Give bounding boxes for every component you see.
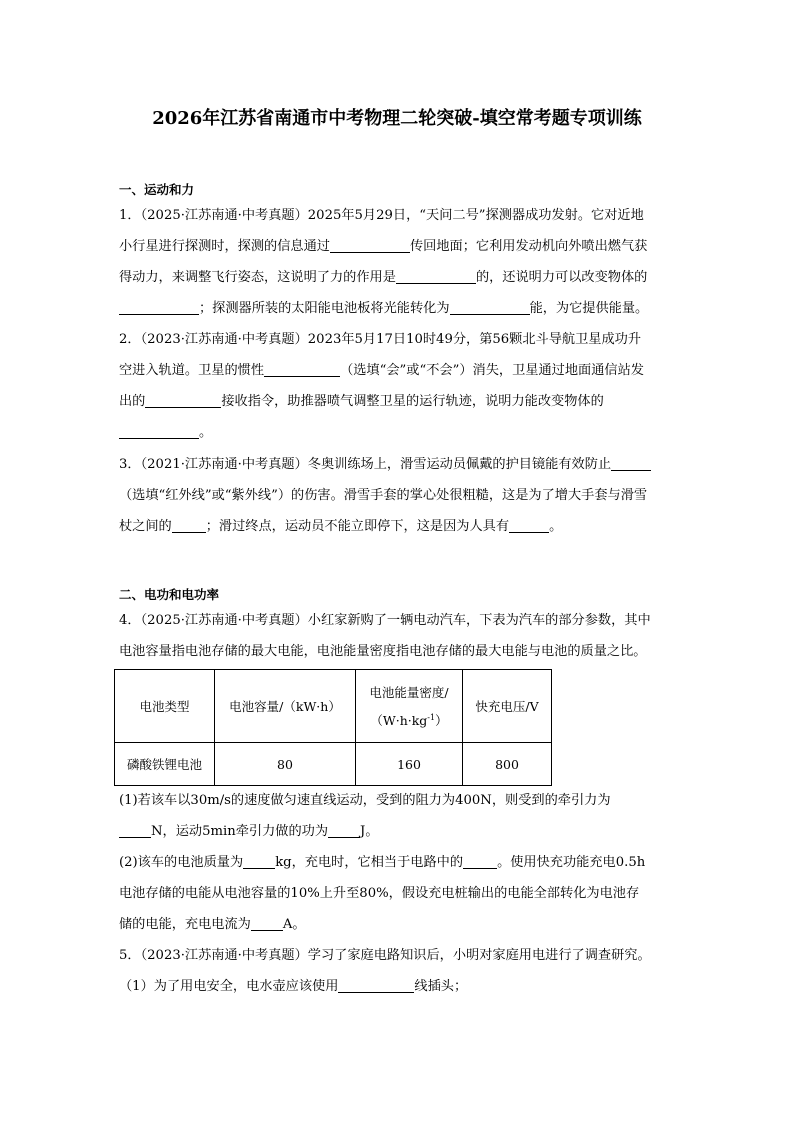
- q3-text: 杖之间的: [119, 519, 172, 534]
- q2-line-4: [119, 424, 212, 442]
- unit-text: ）: [435, 713, 448, 728]
- section-heading-motion-force: 一、运动和力: [119, 182, 195, 197]
- q4-text: kg，充电时，它相当于电路中的: [275, 855, 464, 870]
- q2-line-2: [119, 362, 644, 380]
- answer-blank[interactable]: [119, 424, 199, 439]
- answer-blank[interactable]: [611, 456, 651, 471]
- header-line: 电池能量密度/: [369, 685, 449, 700]
- q5-text: 线插头；: [414, 979, 468, 994]
- q4-sub1-line-2: [119, 823, 379, 841]
- answer-blank[interactable]: [119, 823, 151, 838]
- q4-sub2-line-3: [119, 916, 306, 934]
- table-header-cell: 电池容量/（kW·h）: [215, 670, 356, 743]
- q5-sub1-line-1: [119, 978, 467, 996]
- battery-parameters-table: [114, 669, 552, 786]
- q4-sub2-line-1: [119, 854, 645, 872]
- unit-exponent: -1: [427, 712, 436, 722]
- answer-blank[interactable]: [145, 393, 221, 408]
- q3-text: 3．（2021·江苏南通·中考真题）冬奥训练场上，滑雪运动员佩戴的护目镜能有效防止: [119, 457, 612, 472]
- q4-text: A。: [282, 917, 306, 932]
- section-heading-electric-power: 二、电功和电功率: [119, 587, 220, 602]
- table-header-row: [115, 670, 552, 743]
- q4-text: J。: [360, 824, 379, 839]
- table-header-cell: [356, 670, 463, 743]
- answer-blank[interactable]: [396, 269, 476, 284]
- table-cell: 80: [215, 743, 356, 786]
- q2-text: 。: [199, 425, 213, 440]
- table-row: [115, 743, 552, 786]
- answer-blank[interactable]: [450, 300, 530, 315]
- table-header-cell: 快充电压/V: [463, 670, 552, 743]
- q2-line-3: [119, 393, 604, 411]
- answer-blank[interactable]: [330, 238, 410, 253]
- answer-blank[interactable]: [509, 518, 549, 533]
- answer-blank[interactable]: [328, 823, 360, 838]
- q4-line-2: 电池容量指电池存储的最大电能，电池能量密度指电池存储的最大电能与电池的质量之比。: [119, 644, 647, 659]
- q1-line-1: 1．（2025·江苏南通·中考真题）2025年5月29日，“天问二号”探测器成功发射。它对近地: [119, 208, 644, 223]
- q1-text: 传回地面；它利用发动机向外喷出燃气获: [410, 239, 648, 254]
- q4-sub1-line-1: (1)若该车以30m/s的速度做匀速直线运动，受到的阻力为400N，则受到的牵引力为: [119, 793, 611, 808]
- page-title: 2026年江苏省南通市中考物理二轮突破-填空常考题专项训练: [152, 108, 642, 129]
- q3-line-1: [119, 456, 651, 474]
- q4-text: 储的电能，充电电流为: [119, 917, 251, 932]
- table-header-cell: 电池类型: [115, 670, 215, 743]
- table-cell: 800: [463, 743, 552, 786]
- q1-text: 得动力，来调整飞行姿态，这说明了力的作用是: [119, 270, 396, 285]
- q1-line-2: [119, 238, 647, 256]
- q2-text: 空进入轨道。卫星的惯性: [119, 363, 265, 378]
- unit-text: （W·h·kg: [370, 713, 428, 728]
- q2-line-1: 2．（2023·江苏南通·中考真题）2023年5月17日10时49分，第56颗北斗导航卫星成功升: [119, 332, 642, 347]
- q4-text: N，运动5min牵引力做的功为: [151, 824, 329, 839]
- q3-line-2: （选填“红外线”或“紫外线”）的伤害。滑雪手套的掌心处很粗糙，这是为了增大手套与滑雪: [119, 488, 648, 503]
- q3-text: ；滑过终点，运动员不能立即停下，这是因为人具有: [205, 519, 510, 534]
- q1-line-4: [119, 300, 648, 318]
- answer-blank[interactable]: [119, 300, 199, 315]
- q1-text: 能，为它提供能量。: [529, 301, 649, 316]
- q3-text: 。: [549, 519, 563, 534]
- q4-sub2-line-2: 电池存储的电能从电池容量的10%上升至80%，假设充电桩输出的电能全部转化为电池存: [119, 886, 640, 901]
- q4-line-1: 4．（2025·江苏南通·中考真题）小红家新购了一辆电动汽车，下表为汽车的部分参数，其中: [119, 613, 651, 628]
- answer-blank[interactable]: [338, 978, 414, 993]
- q1-text: 小行星进行探测时，探测的信息通过: [119, 239, 330, 254]
- q1-text: 的，还说明力可以改变物体的: [475, 270, 648, 285]
- q1-line-3: [119, 269, 647, 287]
- answer-blank[interactable]: [463, 854, 497, 869]
- q4-text: 。使用快充功能充电0.5h: [497, 855, 646, 870]
- q1-text: ；探测器所装的太阳能电池板将光能转化为: [199, 301, 450, 316]
- q2-text: 接收指令，助推器喷气调整卫星的运行轨迹，说明力能改变物体的: [221, 394, 604, 409]
- answer-blank[interactable]: [251, 916, 283, 931]
- q3-line-3: [119, 518, 562, 536]
- q5-line-1: 5．（2023·江苏南通·中考真题）学习了家庭电路知识后，小明对家庭用电进行了调查研究。: [119, 948, 651, 963]
- header-line: [356, 711, 462, 729]
- q2-text: 出的: [119, 394, 146, 409]
- answer-blank[interactable]: [243, 854, 275, 869]
- table-cell: 160: [356, 743, 463, 786]
- table-cell: 磷酸铁锂电池: [115, 743, 215, 786]
- q2-text: （选填“会”或“不会”）消失，卫星通过地面通信站发: [340, 363, 644, 378]
- q4-text: (2)该车的电池质量为: [119, 855, 244, 870]
- q5-text: （1）为了用电安全，电水壶应该使用: [119, 979, 339, 994]
- answer-blank[interactable]: [172, 518, 206, 533]
- answer-blank[interactable]: [264, 362, 340, 377]
